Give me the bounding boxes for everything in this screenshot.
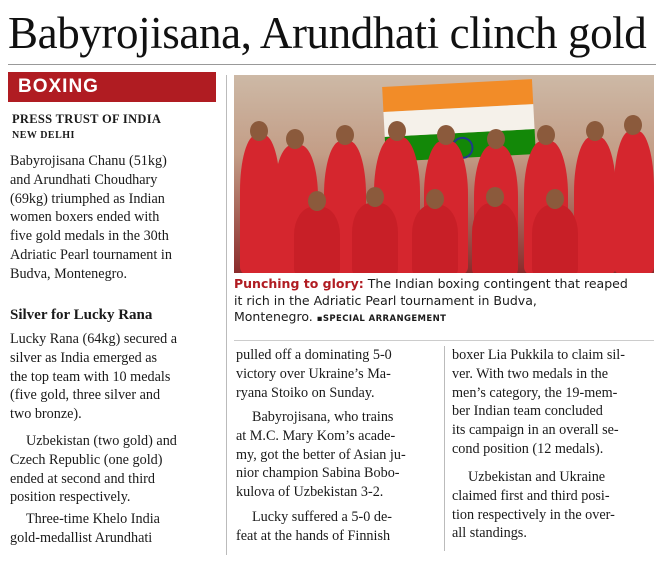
photo-caption [234,276,654,328]
caption-text: The Indian boxing contingent that reaped [363,276,628,291]
text-line: my, got the better of Asian ju- [236,446,406,463]
text-line: kulova of Uzbekistan 3-2. [236,484,384,501]
text-line: Lucky Rana (64kg) secured a [10,331,178,347]
byline-agency: PRESS TRUST OF INDIA [12,112,162,126]
text-line: cond position (12 medals). [452,440,604,457]
text-line: Uzbekistan and Ukraine [468,469,606,485]
text-line: Budva, Montenegro. [10,265,128,282]
text-line: ber Indian team concluded [452,403,603,420]
text-line: ver. With two medals in the [452,365,608,382]
text-line: the top team with 10 medals [10,368,171,385]
text-line: Babyrojisana Chanu (51kg) [10,153,167,169]
col1-para4 [10,510,222,548]
column-divider [226,75,227,555]
text-line: Czech Republic (one gold) [10,451,163,468]
photo-credit: ▪SPECIAL ARRANGEMENT [316,314,447,324]
text-line: (69kg) triumphed as Indian [10,190,165,207]
col2-para1 [236,346,434,402]
subhead: Silver for Lucky Rana [10,307,153,323]
text-line: Adriatic Pearl tournament in [10,246,172,263]
text-line: ended at second and third [10,470,155,487]
col1-intro [10,152,222,284]
col1-para3 [10,432,222,507]
text-line: boxer Lia Pukkila to claim sil- [452,347,625,363]
caption-text: Montenegro. [234,309,317,324]
text-line: pulled off a dominating 5-0 [236,347,392,363]
text-line: ryana Stoiko on Sunday. [236,384,375,401]
text-line: claimed first and third posi- [452,487,610,504]
text-line: feat at the hands of Finnish [236,527,391,544]
text-line: nior champion Sabina Bobo- [236,465,400,482]
col1-para2 [10,330,222,424]
text-line: Three-time Khelo India [26,511,160,527]
text-line: gold-medallist Arundhati [10,529,153,546]
text-line: Lucky suffered a 5-0 de- [252,509,392,525]
col2-para3 [236,508,434,546]
col3-para2 [452,468,654,543]
text-line: victory over Ukraine’s Ma- [236,365,391,382]
text-line: men’s category, the 19-mem- [452,384,618,401]
text-line: at M.C. Mary Kom’s acade- [236,427,396,444]
caption-rule [234,340,654,341]
text-line: Babyrojisana, who trains [252,409,394,425]
text-line: and Arundhati Choudhary [10,171,158,188]
text-line: position respectively. [10,489,131,506]
dateline: NEW DELHI [12,130,75,141]
headline: Babyrojisana, Arundhati clinch gold [8,8,647,58]
text-line: two bronze). [10,406,82,423]
text-line: silver as India emerged as [10,349,158,366]
text-line: its campaign in an overall se- [452,422,619,439]
caption-lead: Punching to glory: [234,276,364,291]
headline-rule [8,64,656,65]
column-divider [444,346,445,551]
col3-para1 [452,346,654,459]
text-line: Uzbekistan (two gold) and [26,433,177,449]
team-photo [234,75,654,273]
col2-para2 [236,408,434,502]
text-line: five gold medals in the 30th [10,228,169,245]
caption-text: it rich in the Adriatic Pearl tournament in Budva, [234,292,537,308]
text-line: tion respectively in the over- [452,506,615,523]
text-line: women boxers ended with [10,209,160,226]
section-kicker: BOXING [8,72,216,102]
text-line: (five gold, three silver and [10,387,161,404]
text-line: all standings. [452,525,527,542]
